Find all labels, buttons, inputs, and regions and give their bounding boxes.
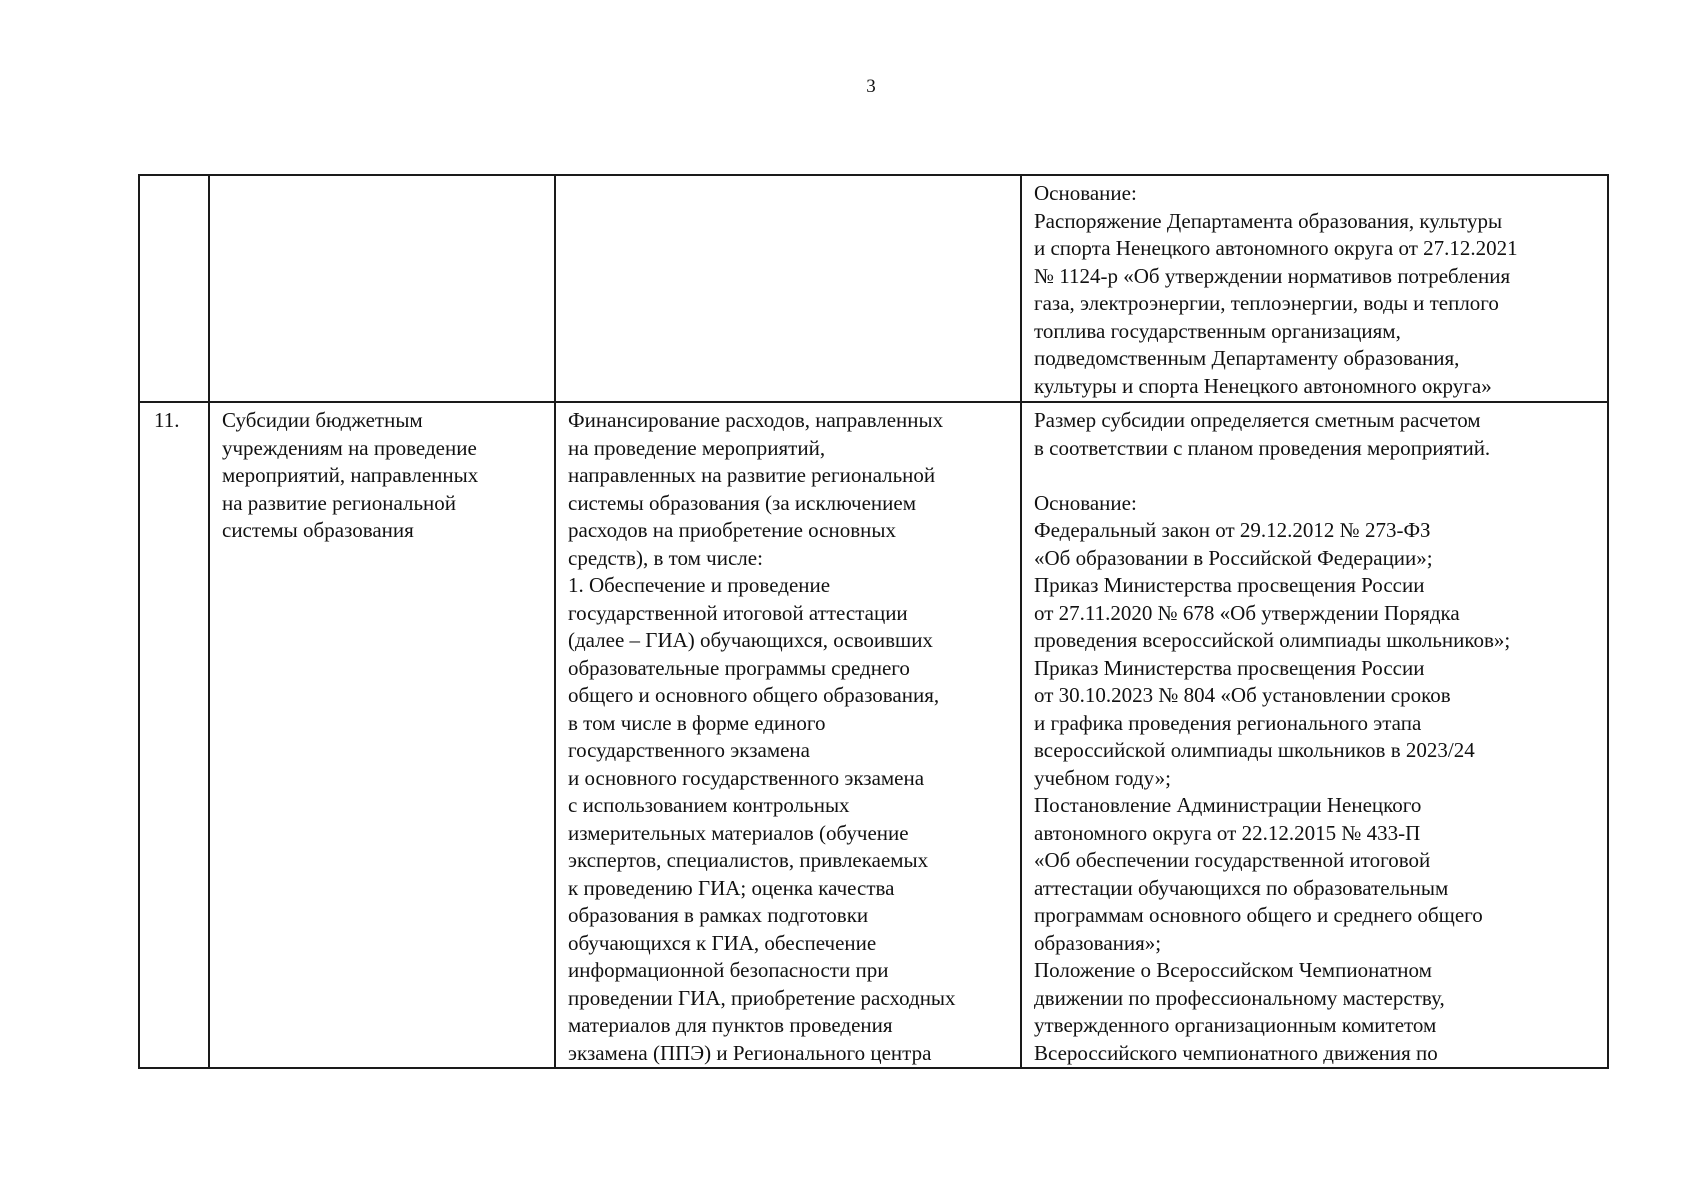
basis-text-line: «Об образовании в Российской Федерации»; [1034, 545, 1433, 570]
basis-text-line: от 27.11.2020 № 678 «Об утверждении Порядка [1034, 600, 1460, 625]
basis-text-line: Размер субсидии определяется сметным расчетом [1034, 408, 1481, 432]
cell-description-empty [555, 175, 1021, 402]
basis-text-line: подведомственным Департаменту образования, [1034, 346, 1460, 370]
basis-text-line: Всероссийского чемпионатного движения по [1034, 1040, 1438, 1065]
basis-text-line: утвержденного организационным комитетом [1034, 1013, 1437, 1037]
basis-text-line: программам основного общего и среднего общего [1034, 903, 1483, 927]
basis-text-line: проведения всероссийской олимпиады школьников»; [1034, 628, 1511, 652]
description-text-line: материалов для пунктов проведения [568, 1013, 893, 1037]
basis-text-line: Постановление Администрации Ненецкого [1034, 793, 1422, 817]
description-text-line: 1. Обеспечение и проведение [568, 573, 831, 597]
basis-text-line: Распоряжение Департамента образования, культуры [1034, 208, 1503, 233]
table-row-continued [139, 175, 1608, 402]
page-number: 3 [866, 76, 876, 97]
description-text-line: (далее – ГИА) обучающихся, освоивших [568, 628, 933, 652]
basis-text-line: Основание: [1034, 181, 1137, 205]
basis-text-line: Положение о Всероссийском Чемпионатном [1034, 958, 1432, 982]
cell-expense-basis [1021, 402, 1608, 1068]
cell-number-empty [139, 175, 209, 402]
basis-text-line: Приказ Министерства просвещения России [1034, 655, 1425, 680]
basis-text-line: культуры и спорта Ненецкого автономного округа» [1034, 373, 1492, 398]
description-text-line: системы образования (за исключением [568, 490, 917, 515]
expense-name-line: системы образования [222, 518, 414, 542]
description-text-line: измерительных материалов (обучение [568, 820, 909, 845]
cell-expense-description [555, 402, 1021, 1068]
budget-table [138, 174, 1609, 1069]
expense-name-line: мероприятий, направленных [222, 463, 479, 487]
description-text-line: к проведению ГИА; оценка качества [568, 875, 895, 900]
basis-text-line [1034, 462, 1595, 490]
basis-text-line: и спорта Ненецкого автономного округа от 27.12.2021 [1034, 236, 1518, 260]
basis-text-line: от 30.10.2023 № 804 «Об установлении сроков [1034, 683, 1451, 707]
row-number: 11. [154, 408, 180, 432]
description-text-line: образовательные программы среднего [568, 655, 910, 680]
description-text-line: образования в рамках подготовки [568, 903, 869, 927]
description-text-line: расходов на приобретение основных [568, 518, 896, 542]
description-text-line: направленных на развитие региональной [568, 463, 936, 487]
expense-name-line: учреждениям на проведение [222, 435, 477, 460]
basis-text-line: Основание: [1034, 490, 1137, 515]
basis-text-line: топлива государственным организациям, [1034, 318, 1401, 343]
cell-name-empty [209, 175, 555, 402]
description-text-line: на проведение мероприятий, [568, 435, 826, 460]
description-text-line: проведении ГИА, приобретение расходных [568, 985, 956, 1010]
description-text-line: экспертов, специалистов, привлекаемых [568, 848, 929, 872]
description-text-line: средств), в том числе: [568, 545, 763, 570]
cell-row-number [139, 402, 209, 1068]
basis-text-line: образования»; [1034, 930, 1162, 955]
basis-text-line: Федеральный закон от 29.12.2012 № 273-ФЗ [1034, 518, 1431, 542]
basis-text-line: «Об обеспечении государственной итоговой [1034, 848, 1431, 872]
cell-basis [1021, 175, 1608, 402]
description-text-line: информационной безопасности при [568, 958, 889, 982]
cell-expense-name [209, 402, 555, 1068]
description-text-line: с использованием контрольных [568, 793, 850, 817]
basis-text-line: аттестации обучающихся по образовательным [1034, 875, 1449, 900]
basis-text-line: автономного округа от 22.12.2015 № 433-П [1034, 820, 1421, 845]
basis-text-line: Приказ Министерства просвещения России [1034, 573, 1425, 597]
description-text-line: в том числе в форме единого [568, 710, 826, 735]
description-text-line: и основного государственного экзамена [568, 765, 925, 790]
basis-text-line: газа, электроэнергии, теплоэнергии, воды и теплого [1034, 291, 1499, 315]
description-text-line: экзамена (ППЭ) и Регионального центра [568, 1040, 932, 1065]
basis-text-line: в соответствии с планом проведения мероприятий. [1034, 435, 1491, 460]
basis-text-line: всероссийской олимпиады школьников в 2023/24 [1034, 738, 1475, 762]
expense-name-line: Субсидии бюджетным [222, 408, 423, 432]
description-text-line: общего и основного общего образования, [568, 683, 940, 707]
basis-text-line: и графика проведения регионального этапа [1034, 710, 1422, 735]
description-text-line: государственного экзамена [568, 738, 810, 762]
basis-text-line: учебном году»; [1034, 765, 1171, 790]
table-row-11 [139, 402, 1608, 1068]
basis-text-line: движении по профессиональному мастерству, [1034, 985, 1445, 1010]
description-text-line: государственной итоговой аттестации [568, 600, 908, 625]
basis-text-line: № 1124-р «Об утверждении нормативов потребления [1034, 263, 1511, 288]
description-text-line: обучающихся к ГИА, обеспечение [568, 930, 877, 955]
expense-name-line: на развитие региональной [222, 490, 457, 515]
description-text-line: Финансирование расходов, направленных [568, 408, 944, 432]
